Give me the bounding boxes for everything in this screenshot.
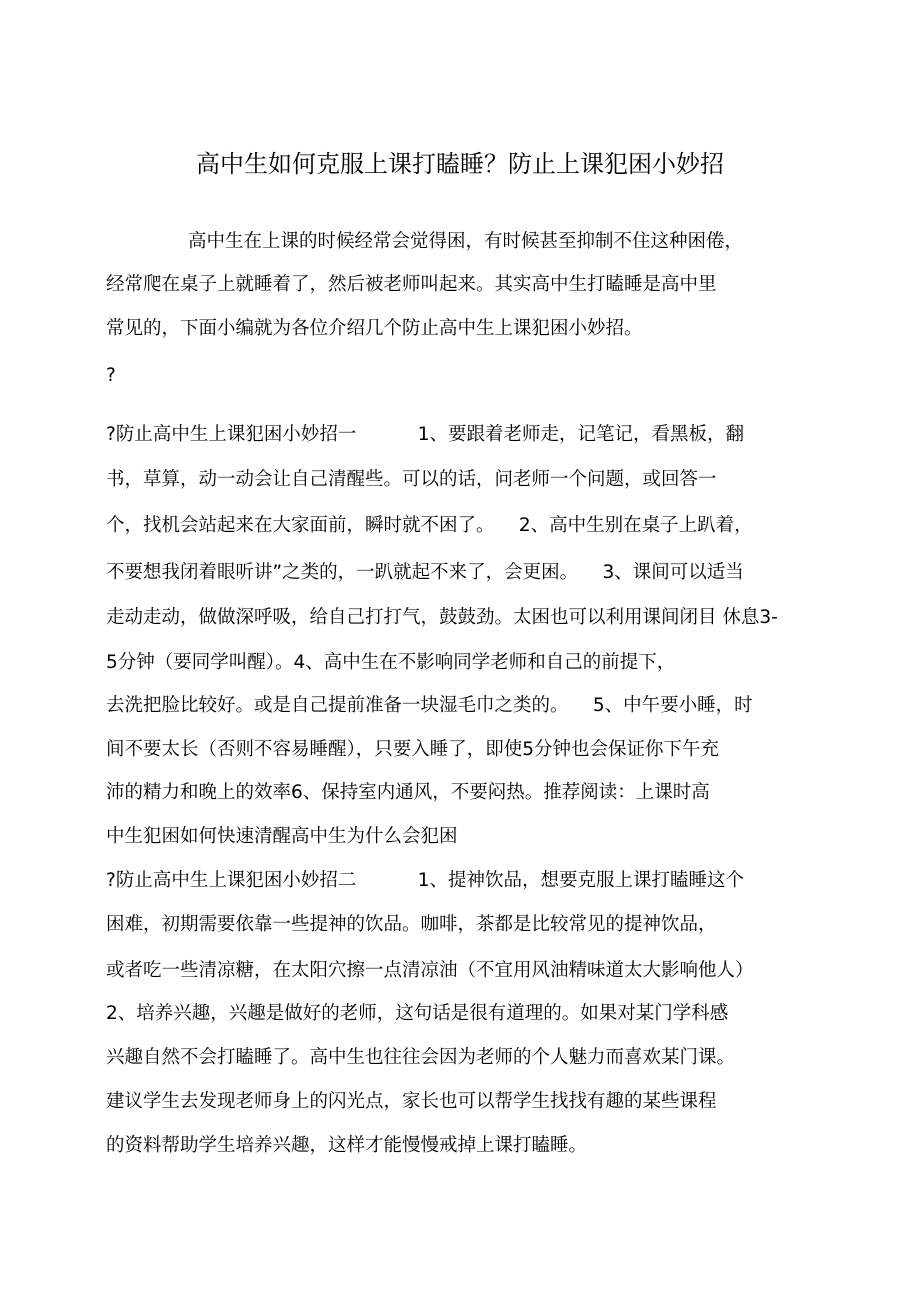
paragraph-line: 困难，初期需要依靠一些提神的饮品。咖啡，茶都是比较常见的提神饮品， [106, 914, 717, 935]
section-heading-line: ?防止高中生上课犯困小妙招一 1、要跟着老师走，记笔记，看黑板，翻 [106, 424, 744, 445]
paragraph-line: 沛的精力和晚上的效率6、保持室内通风，不要闷热。推荐阅读：上课时高 [106, 782, 710, 803]
paragraph-line: 不要想我闭着眼听讲”之类的，一趴就起不来了，会更困。 3、课间可以适当 [106, 562, 744, 583]
paragraph-line: 或者吃一些清凉糖，在太阳穴擦一点清凉油（不宜用风油精味道太大影响他人） [106, 960, 754, 981]
paragraph-line: 常见的，下面小编就为各位介绍几个防止高中生上课犯困小妙招。 [106, 318, 643, 339]
paragraph-line: 个，找机会站起来在大家面前，瞬时就不困了。 2、高中生别在桌子上趴着， [106, 515, 753, 536]
paragraph-line: 5分钟（要同学叫醒）。4、高中生在不影响同学老师和自己的前提下， [106, 652, 676, 673]
section-heading-line: ?防止高中生上课犯困小妙招二 1、提神饮品，想要克服上课打瞌睡这个 [106, 870, 744, 891]
paragraph-line: 经常爬在桌子上就睡着了，然后被老师叫起来。其实高中生打瞌睡是高中里 [106, 274, 717, 295]
paragraph-line: 中生犯困如何快速清醒高中生为什么会犯困 [106, 826, 458, 847]
paragraph-line: 的资料帮助学生培养兴趣，这样才能慢慢戒掉上课打瞌睡。 [106, 1135, 588, 1156]
paragraph-line: ? [106, 365, 116, 386]
paragraph-line: 走动走动，做做深呼吸，给自己打打气，鼓鼓劲。太困也可以利用课间闭目 休息3- [106, 607, 778, 628]
paragraph-line: 2、培养兴趣，兴趣是做好的老师，这句话是很有道理的。如果对某门学科感 [106, 1003, 729, 1024]
paragraph-line: 去洗把脸比较好。或是自己提前准备一块湿毛巾之类的。 5、中午要小睡，时 [106, 695, 753, 716]
paragraph-line: 建议学生去发现老师身上的闪光点，家长也可以帮学生找找有趣的某些课程 [106, 1091, 717, 1112]
paragraph-line: 书，草算，动一动会让自己清醒些。可以的话，问老师一个问题，或回答一 [106, 469, 717, 490]
paragraph-line: 高中生在上课的时候经常会觉得困，有时候甚至抑制不住这种困倦， [188, 231, 744, 252]
document-title: 高中生如何克服上课打瞌睡？防止上课犯困小妙招 [196, 150, 724, 178]
paragraph-line: 兴趣自然不会打瞌睡了。高中生也往往会因为老师的个人魅力而喜欢某门课。 [106, 1047, 736, 1068]
paragraph-line: 间不要太长（否则不容易睡醒），只要入睡了，即使5分钟也会保证你下午充 [106, 739, 720, 760]
